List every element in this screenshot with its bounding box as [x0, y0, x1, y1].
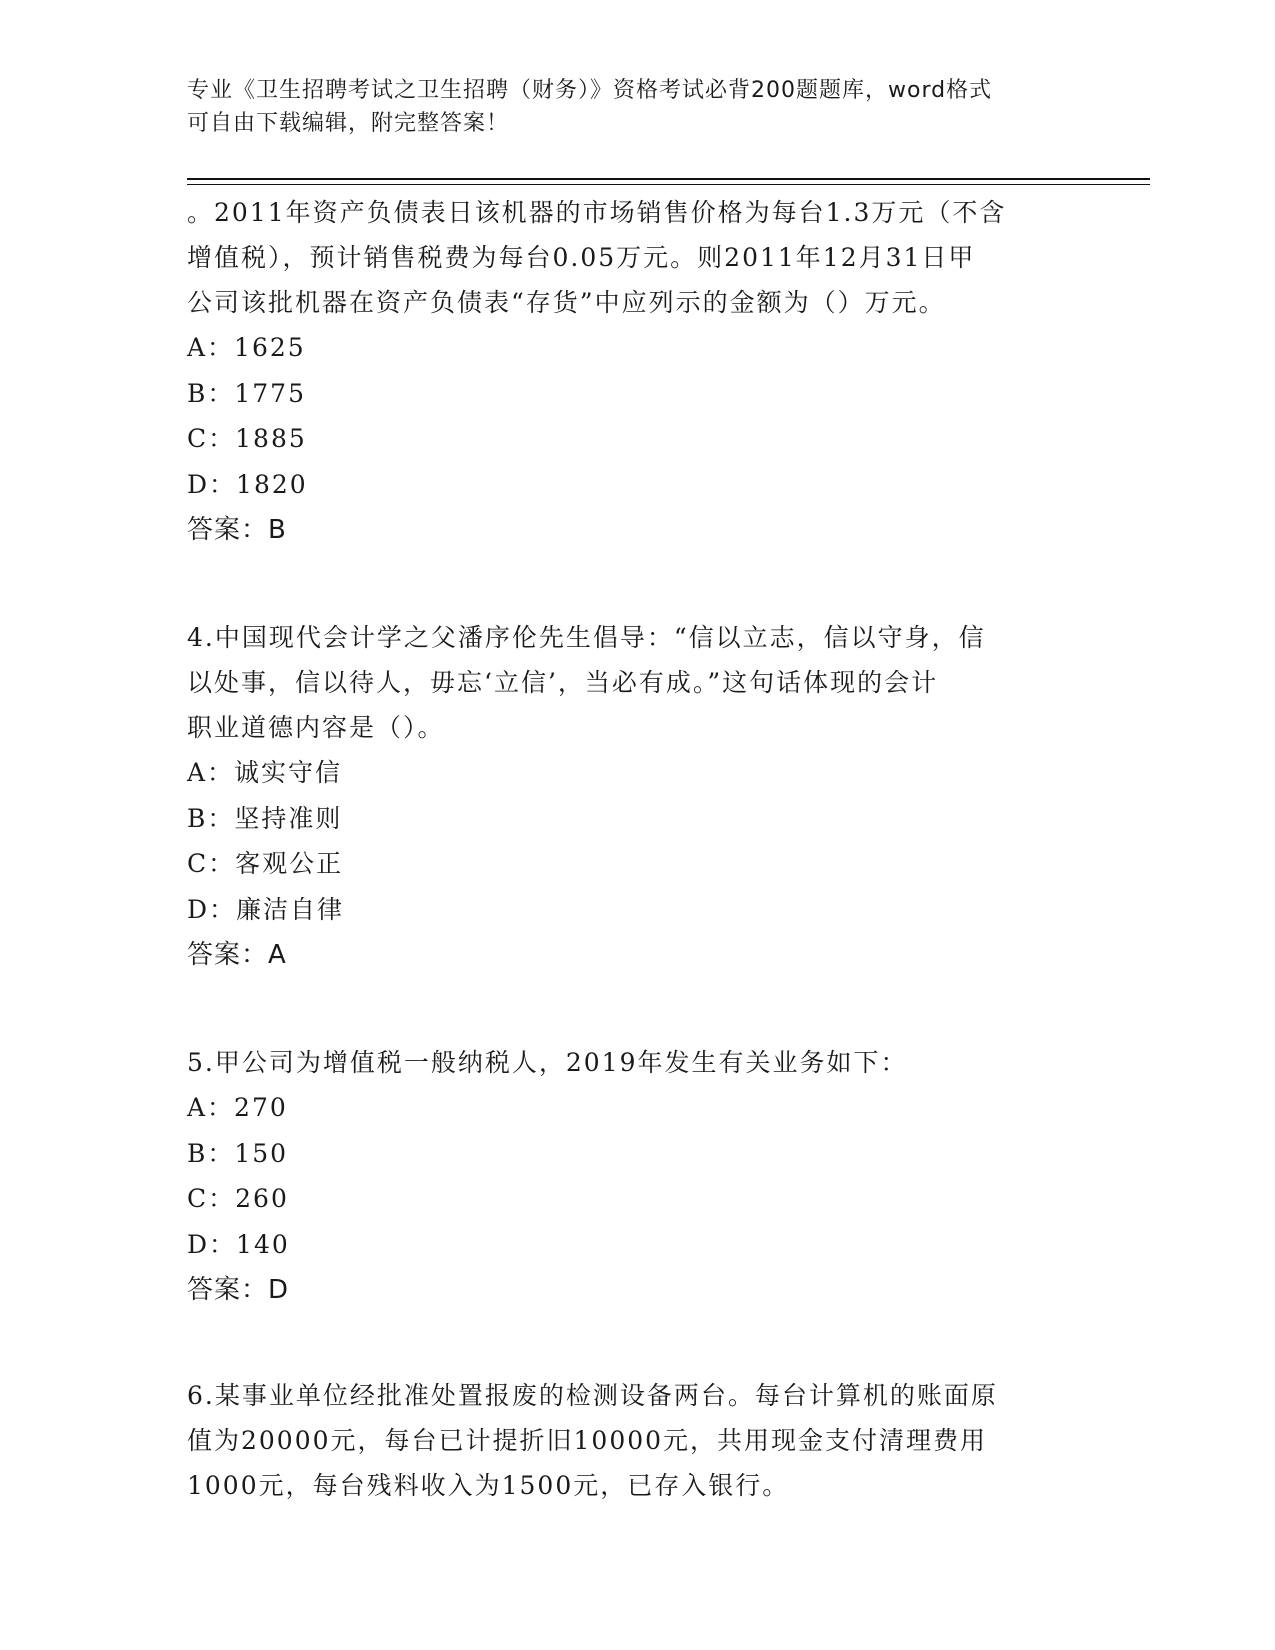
option-c: C：260 — [187, 1184, 289, 1213]
spacer — [187, 978, 1077, 1040]
question-5 — [187, 1040, 1077, 1313]
question-text-line: 以处事，信以待人，毋忘‘立信’，当必有成。”这句话体现的会计 — [187, 668, 939, 697]
option-a: A：1625 — [187, 333, 306, 362]
question-list — [187, 190, 1077, 1508]
question-text-line: 5.甲公司为增值税一般纳税人，2019年发生有关业务如下： — [187, 1048, 908, 1077]
option-b: B：150 — [187, 1138, 289, 1168]
question-text-line: 1000元，每台残料收入为1500元，已存入银行。 — [187, 1471, 790, 1500]
option-d: D：140 — [187, 1229, 290, 1259]
question-text-line: 公司该批机器在资产负债表“存货”中应列示的金额为（）万元。 — [187, 288, 946, 317]
option-d: D：1820 — [187, 469, 308, 499]
question-text-line: 职业道德内容是（）。 — [187, 713, 445, 742]
question-3 — [187, 190, 1077, 553]
answer: 答案：D — [187, 1275, 290, 1305]
question-text-line: 。2011年资产负债表日该机器的市场销售价格为每台1.3万元（不含 — [187, 198, 1007, 227]
option-d: D：廉洁自律 — [187, 894, 345, 924]
option-a: A：诚实守信 — [187, 758, 343, 787]
option-a: A：270 — [187, 1093, 288, 1122]
header-title-line-1: 专业《卫生招聘考试之卫生招聘（财务）》资格考试必背200题题库，word格式 — [187, 78, 993, 103]
header-rule-thick — [187, 178, 1150, 180]
question-text-line: 4.中国现代会计学之父潘序伦先生倡导：“信以立志，信以守身，信 — [187, 623, 986, 652]
question-text-line: 6.某事业单位经批准处置报废的检测设备两台。每台计算机的账面原 — [187, 1381, 998, 1410]
question-text-line: 值为20000元，每台已计提折旧10000元，共用现金支付清理费用 — [187, 1426, 988, 1455]
option-b: B：坚持准则 — [187, 803, 343, 833]
option-b: B：1775 — [187, 378, 306, 408]
header-title-line-2: 可自由下载编辑，附完整答案！ — [187, 111, 510, 136]
spacer — [187, 1313, 1077, 1373]
option-c: C：1885 — [187, 424, 307, 453]
spacer — [187, 553, 1077, 615]
option-c: C：客观公正 — [187, 849, 344, 878]
document-header — [187, 74, 1067, 140]
question-4 — [187, 615, 1077, 978]
answer: 答案：A — [187, 940, 287, 970]
answer: 答案：B — [187, 515, 287, 545]
header-rule-thin — [187, 184, 1150, 185]
question-6 — [187, 1373, 1077, 1508]
question-text-line: 增值税），预计销售税费为每台0.05万元。则2011年12月31日甲 — [187, 243, 976, 272]
